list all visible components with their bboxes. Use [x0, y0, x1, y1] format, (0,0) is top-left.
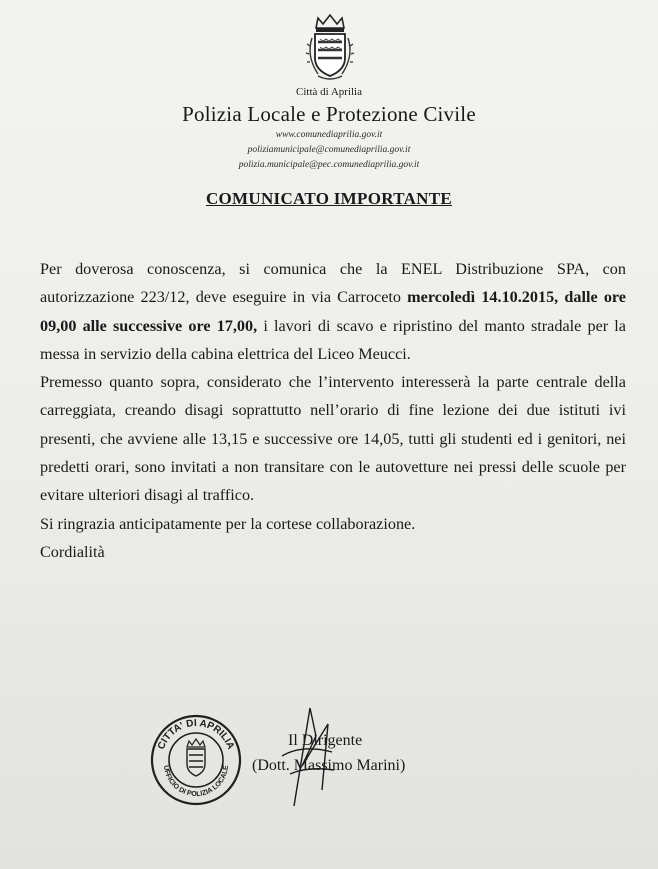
department-name: Polizia Locale e Protezione Civile: [182, 102, 476, 126]
official-stamp-icon: [150, 714, 242, 806]
signer-name: (Dott. Massimo Marini): [252, 757, 406, 774]
signature-block: [252, 728, 405, 778]
stamp-top-text: CITTA' DI APRILIA: [155, 717, 237, 752]
stamp-bottom-text: UFFICIO DI POLIZIA LOCALE: [161, 764, 231, 799]
svg-text:CITTA' DI APRILIA: [156, 718, 236, 751]
announcement-text-start: Per doverosa conoscenza, si comunica che la ENEL Distribuzione SPA, con autorizzazione 223/12, deve eseguire in via Carroceto: [40, 260, 626, 307]
email-link[interactable]: poliziamunicipale@comunediaprilia.gov.it: [247, 145, 411, 155]
paragraph-announcement: [40, 255, 626, 368]
paragraph-warning: Premesso quanto sopra, considerato che l’intervento interesserà la parte centrale della carreggiata, creando disagi soprattutto nell’orario di fine lezione dei due istituti ivi presenti, che avviene alle 13,15 e successive ore 14,05, tutti gli studenti ed i genitori, nei predetti orari, sono invitati a non transitare con le autovetture nei pressi delle scuole per evitare ulteriori disagi al traffico.: [40, 373, 626, 505]
announcement-date-time: mercoledì 14.10.2015, dalle ore 09,00 alle successive ore 17,00,: [40, 288, 626, 335]
notice-body: [40, 255, 626, 566]
notice-title: COMUNICATO IMPORTANTE: [205, 189, 453, 208]
website-link[interactable]: www.comunediaprilia.gov.it: [275, 130, 383, 140]
signer-role: Il Dirigente: [288, 732, 363, 749]
paragraph-thanks: Si ringrazia anticipatamente per la cortese collaborazione.: [40, 514, 416, 533]
coat-of-arms-icon: [304, 12, 356, 84]
pec-email-link[interactable]: polizia.municipale@pec.comunediaprilia.gov.it: [238, 160, 420, 170]
announcement-text-end: i lavori di scavo e ripristino del manto stradale per la messa in servizio della cabina elettrica del Liceo Meucci.: [40, 316, 626, 363]
paragraph-closing: Cordialità: [40, 542, 105, 561]
city-name: Città di Aprilia: [296, 86, 362, 98]
svg-text:UFFICIO DI POLIZIA LOCALE: [162, 765, 230, 798]
